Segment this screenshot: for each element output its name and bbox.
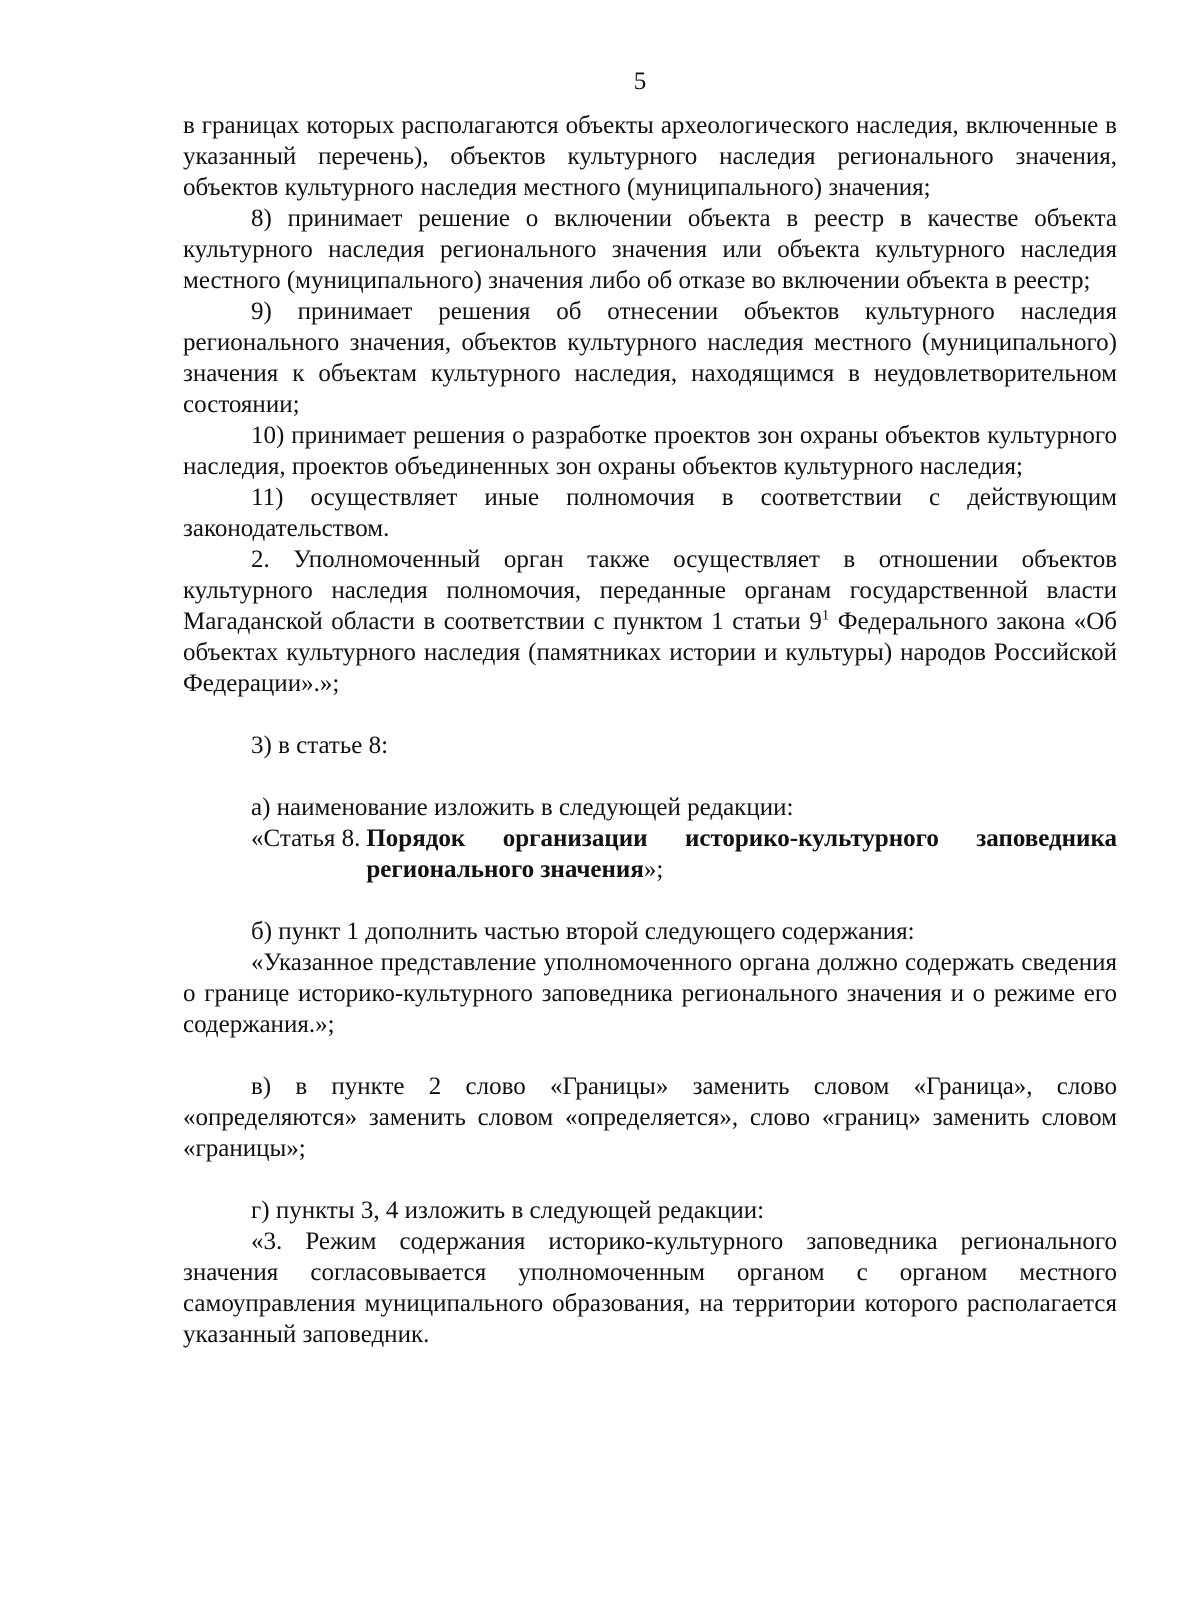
spacer bbox=[183, 1164, 1117, 1195]
spacer bbox=[183, 699, 1117, 730]
article-heading bbox=[183, 823, 1117, 885]
clause-2-text-end: Федерального закона «Об объектах культурного наследия (памятниках истории и культуры) народов Российской Федерации».»; bbox=[183, 608, 1117, 697]
paragraph-item-11: 11) осуществляет иные полномочия в соответствии с действующим законодательством. bbox=[183, 484, 1117, 542]
spacer bbox=[183, 1040, 1117, 1071]
superscript-1: 1 bbox=[821, 607, 830, 624]
paragraph-article-8-intro: 3) в статье 8: bbox=[251, 732, 389, 759]
page-number: 5 bbox=[633, 68, 647, 95]
paragraph-clause-2 bbox=[183, 544, 1117, 699]
paragraph-quote-clause-3: «3. Режим содержания историко-культурного заповедника регионального значения согласовывается уполномоченным органом с органом местного самоуправления муниципального образования, на территории которого располагается указанный заповедник. bbox=[183, 1228, 1117, 1348]
article-heading-title-wrap bbox=[366, 823, 1117, 885]
spacer bbox=[183, 885, 1117, 916]
clause-2-text-start: 2. Уполномоченный орган также осуществляет в отношении объектов культурного наследия полномочия, переданные органам государственной власти Магаданской области в соответствии с пунктом 1 статьи 9 bbox=[183, 546, 1117, 635]
paragraph-quote-representation: «Указанное представление уполномоченного органа должно содержать сведения о границе историко-культурного заповедника регионального значения и о режиме его содержания.»; bbox=[183, 949, 1117, 1038]
paragraph-subitem-g: г) пункты 3, 4 изложить в следующей редакции: bbox=[251, 1197, 765, 1224]
document-body bbox=[183, 110, 1117, 1350]
article-heading-title: Порядок организации историко-культурного заповедника регионального значения bbox=[366, 825, 1117, 883]
paragraph-subitem-a: а) наименование изложить в следующей редакции: bbox=[251, 794, 794, 821]
article-heading-prefix: «Статья 8. bbox=[251, 825, 361, 852]
paragraph-item-9: 9) принимает решения об отнесении объектов культурного наследия регионального значения, объектов культурного наследия местного (муниципального) значения к объектам культурного наследия, находящимся в неудовлетворительном состоянии; bbox=[183, 298, 1117, 418]
paragraph-subitem-b: б) пункт 1 дополнить частью второй следующего содержания: bbox=[251, 918, 915, 945]
paragraph-subitem-v: в) в пункте 2 слово «Границы» заменить словом «Граница», слово «определяются» заменить словом «определяется», слово «границ» заменить словом «границы»; bbox=[183, 1073, 1117, 1162]
spacer bbox=[183, 761, 1117, 792]
paragraph-continuation: в границах которых располагаются объекты археологического наследия, включенные в указанный перечень), объектов культурного наследия регионального значения, объектов культурного наследия местного (муниципального) значения; bbox=[183, 112, 1117, 201]
paragraph-item-8: 8) принимает решение о включении объекта в реестр в качестве объекта культурного наследия регионального значения или объекта культурного наследия местного (муниципального) значения либо об отказе во включении объекта в реестр; bbox=[183, 205, 1117, 294]
article-heading-suffix: »; bbox=[643, 856, 664, 883]
paragraph-item-10: 10) принимает решения о разработке проектов зон охраны объектов культурного наследия, проектов объединенных зон охраны объектов культурного наследия; bbox=[183, 422, 1117, 480]
